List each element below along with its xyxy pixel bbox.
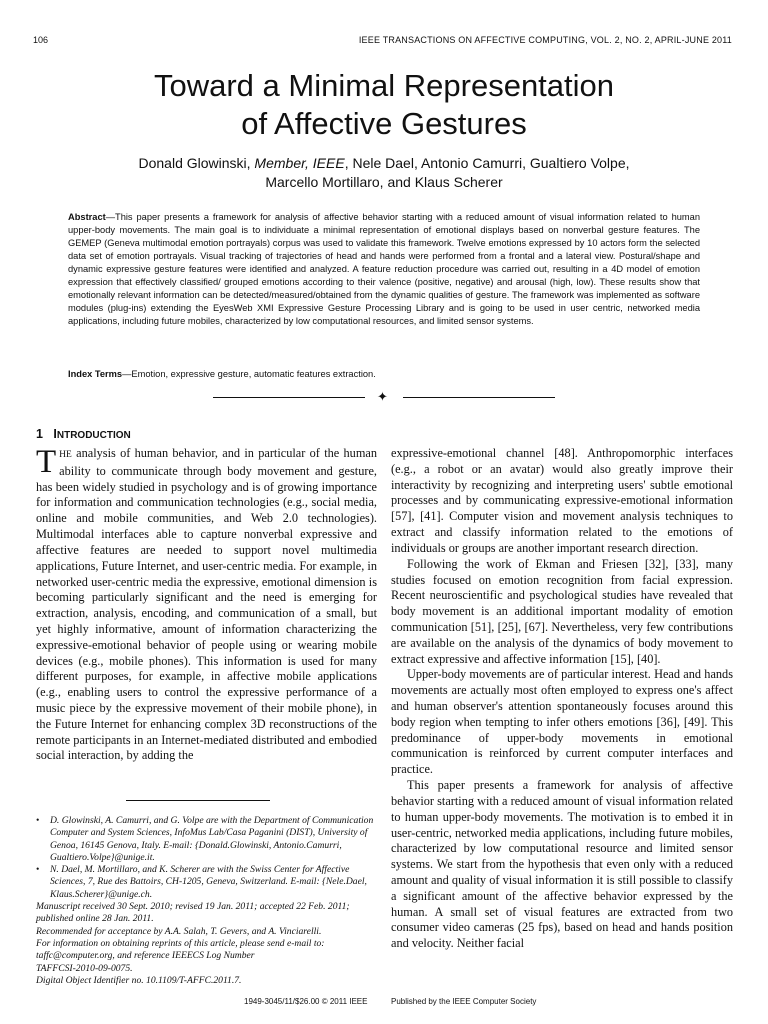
section-title-rest: NTRODUCTION — [56, 430, 131, 441]
intro-text: analysis of human behavior, and in particular of the human ability to communicate through body movement and gesture, has been widely studied in psychology and is of growing importance for information and communication technologies (e.g., social media, online and mobile communities, and Web 2.0 technologies). Multimodal interfaces able to capture nonverbal expressive and affective features are needed to support novel multimedia applications, Future Internet, and user-centric media. For example, in networked user-centric media the expressive, emotional dimension is becoming particularly significant and the need is emerging for extraction, analysis, encoding, and communication of a small, but yet highly informative, amount of information characterizing the expressive-emotional behavior of people using or wearing mobile devices (e.g., mobile phones). This information is used for many different purposes, for example, in affective mobile applications (e.g., enabling users to control the expressive performance of a music piece by the expressive movement of their mobile phone), in the Future Internet for enhancing complex 3D reconstructions of the remote participants in an Internet-mediated distributed and embodied social interaction, by adding the — [36, 446, 377, 763]
footnote-text: N. Dael, M. Mortillaro, and K. Scherer are with the Swiss Center for Affective Sciences, 7, Rue des Battoirs, CH-1205, Geneva, Switzerland. E-mail: {Nele.Dael, Klaus.Scherer}@unige.ch. — [50, 864, 367, 900]
section-number: 1 — [36, 427, 43, 441]
body-paragraph: This paper presents a framework for analysis of affective behavior starting with a reduced amount of visual information related to human upper-body movements. The motivation is to embed it in user-centric, networked media applications, including future mobiles, characterized by low computational resource and limited sensor systems. We start from the hypothesis that even only with a reduced amount and quality of visual information it is still possible to classify a significant amount of the affective behavior expressed by the human. A small set of visual features are extracted from two consumer video cameras (25 fps), based on head and hands position and velocity. Neither facial — [391, 778, 733, 951]
intro-paragraph — [36, 446, 377, 764]
index-terms — [68, 368, 700, 381]
small-caps-word: HE — [59, 450, 72, 460]
abstract-text: —This paper presents a framework for analysis of affective behavior starting with a reduced amount of visual information related to human upper-body movements. The main goal is to individuate a minimal representation of emotional displays based on nonverbal gesture features. The GEMEP (Geneva multimodal emotion portrayals) corpus was used to validate this framework. Twelve emotions expressed by 10 actors form the selected data set of emotion portrayals. Visual tracking of trajectories of head and hands were performed from a frontal and a lateral view. Postural/shape and dynamic expressive gesture features were identified and analyzed. A feature reduction procedure was carried out, resulting in a 4D model of emotion expression that effectively classified/ grouped emotions according to their valence (positive, negative) and arousal (high, low). These results show that emotionally relevant information can be detected/measured/obtained from the dynamic qualities of gesture. The framework was implemented as software modules (plug-ins) extending the EyesWeb XMI Expressive Gesture Processing Library and is going to be used in user centric, networked media applications, including future mobiles, characterized by low computational resources, and limited sensor systems. — [68, 212, 700, 326]
recommended-by: Recommended for acceptance by A.A. Salah, T. Gevers, and A. Vinciarelli. — [36, 925, 322, 937]
footnote-rule — [126, 800, 270, 801]
reprints-info: For information on obtaining reprints of this article, please send e-mail to: taffc@computer.org, and reference IEEECS Log Number — [36, 937, 325, 962]
footnote-editorial — [36, 901, 377, 987]
body-paragraph: Upper-body movements are of particular interest. Head and hands movements are actually most often employed to express one's affect and human observer's attention spontaneously focuses around this body region when tempting to infer others emotions [36], [49]. This predominance of upper-body movements in emotional communication is reinforced by current computer interfaces and practice. — [391, 667, 733, 777]
doi: Digital Object Identifier no. 10.1109/T-AFFC.2011.7. — [36, 974, 242, 986]
index-terms-text: —Emotion, expressive gesture, automatic features extraction. — [122, 369, 376, 379]
title-line-1: Toward a Minimal Representation — [153, 68, 615, 103]
paper-title — [0, 67, 768, 143]
body-paragraph: Following the work of Ekman and Friesen [32], [33], many studies focused on emotion recognition from facial expression. Recent neuroscientific and psychological studies have revealed that body movement is an additional important modality of emotion communication [51], [25], [67]. Nevertheless, very few contributions are available on the analysis of the dynamics of body movement to extract expressive and affective information [15], [40]. — [391, 556, 733, 666]
right-column — [391, 446, 733, 952]
publisher-footer: Published by the IEEE Computer Society — [391, 997, 537, 1006]
title-line-2: of Affective Gestures — [241, 106, 527, 141]
page-number: 106 — [33, 35, 49, 45]
running-header — [33, 35, 732, 49]
divider-ornament: ✦ — [377, 389, 388, 404]
author-list — [0, 154, 768, 192]
bullet-icon: • — [36, 815, 40, 826]
footnote-text: D. Glowinski, A. Camurri, and G. Volpe are with the Department of Communication Computer and System Sciences, InfoMus Lab/Casa Paganini (DIST), University of Genoa, 16145 Genova, Italy. E-mail: {Donald.Glowinski, Antonio.Camurri, Gualtiero.Volpe}@unige.it. — [50, 815, 374, 863]
author-line-2: Marcello Mortillaro, and Klaus Scherer — [265, 174, 503, 190]
divider-line-right — [403, 397, 555, 398]
section-divider — [213, 390, 555, 404]
abstract — [68, 211, 700, 328]
drop-cap: T — [36, 444, 57, 480]
footnote-affiliation-1 — [36, 815, 377, 864]
section-heading — [36, 427, 131, 441]
copyright-footer: 1949-3045/11/$26.00 © 2011 IEEE — [244, 997, 368, 1006]
bullet-icon: • — [36, 864, 40, 876]
index-terms-label: Index Terms — [68, 369, 123, 379]
section-title-initial: I — [53, 427, 57, 441]
author-line-1 — [0, 154, 768, 173]
log-number: TAFFCSI-2010-09-0075. — [36, 962, 133, 974]
body-paragraph: expressive-emotional channel [48]. Anthropomorphic interfaces (e.g., a robot or an avatar) would also greatly improve their interactivity by recognizing and interpreting users' subtle emotional processes and by communicating expressive-emotional information [57], [41]. Computer vision and movement analysis techniques to extract and classify information related to the emotions of individuals or groups are another important research direction. — [391, 446, 733, 555]
footnote-affiliation-2 — [36, 864, 377, 901]
author-names-text: , Nele Dael, Antonio Camurri, Gualtiero Volpe, — [344, 155, 630, 171]
left-column — [36, 446, 377, 764]
member-ieee-label: Member, IEEE — [254, 155, 345, 171]
journal-citation: IEEE TRANSACTIONS ON AFFECTIVE COMPUTING, VOL. 2, NO. 2, APRIL-JUNE 2011 — [358, 35, 732, 45]
footnotes — [36, 815, 377, 987]
divider-line-left — [213, 397, 365, 398]
manuscript-dates: Manuscript received 30 Sept. 2010; revised 19 Jan. 2011; accepted 22 Feb. 2011; published online 28 Jan. 2011. — [36, 901, 350, 925]
abstract-label: Abstract — [68, 212, 106, 222]
author-name-text: Donald Glowinski, — [138, 155, 255, 171]
